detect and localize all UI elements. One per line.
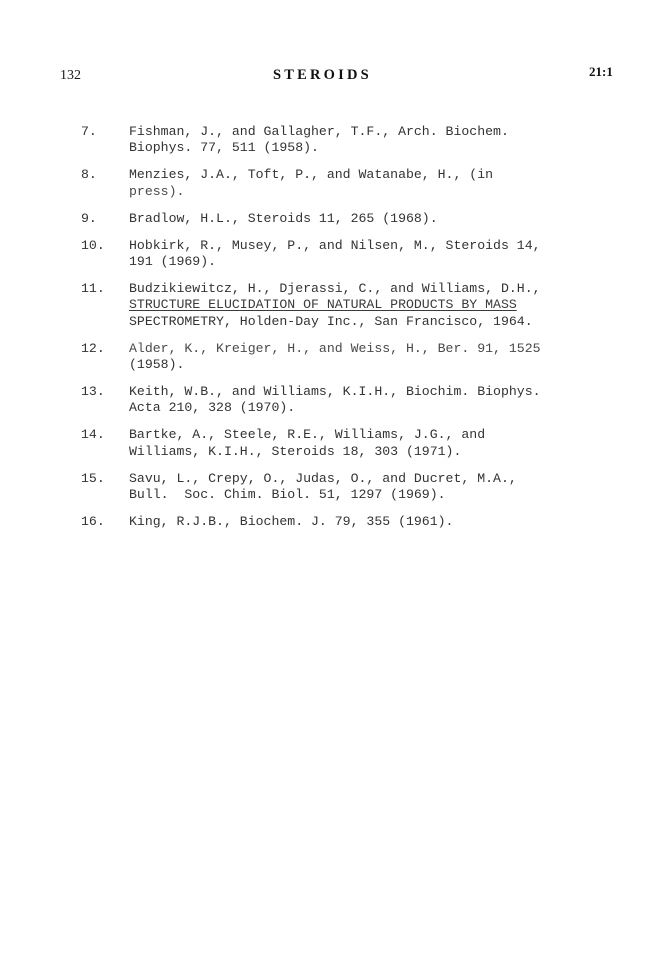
reference-item — [0, 384, 589, 417]
reference-item — [0, 238, 589, 271]
reference-line: Keith, W.B., and Williams, K.I.H., Biochim. Biophys. — [129, 383, 541, 399]
reference-item — [0, 124, 589, 157]
reference-number: 12. — [81, 340, 105, 356]
reference-number: 14. — [81, 427, 105, 443]
reference-item — [0, 427, 589, 460]
reference-item — [0, 341, 589, 374]
reference-line: Hobkirk, R., Musey, P., and Nilsen, M., Steroids 14, — [129, 237, 541, 253]
reference-number: 11. — [81, 280, 105, 296]
reference-item — [0, 211, 589, 227]
reference-line: Savu, L., Crepy, O., Judas, O., and Ducret, M.A., — [129, 470, 517, 486]
reference-line: Williams, K.I.H., Steroids 18, 303 (1971). — [129, 443, 462, 459]
reference-line: Menzies, J.A., Toft, P., and Watanabe, H., (in — [129, 167, 494, 183]
reference-number: 9. — [81, 210, 97, 226]
reference-item — [0, 281, 589, 330]
section-number: 21:1 — [589, 64, 613, 79]
reference-number: 16. — [81, 513, 105, 529]
reference-line: Acta 210, 328 (1970). — [129, 400, 296, 416]
reference-item — [0, 471, 589, 504]
reference-line: Budzikiewitcz, H., Djerassi, C., and Williams, D.H., — [129, 280, 541, 296]
reference-line: King, R.J.B., Biochem. J. 79, 355 (1961). — [129, 513, 454, 529]
reference-line: Biophys. 77, 511 (1958). — [129, 140, 319, 156]
book-title-line: STRUCTURE ELUCIDATION OF NATURAL PRODUCTS BY MASS — [129, 297, 517, 313]
reference-number: 10. — [81, 237, 105, 253]
reference-line: Fishman, J., and Gallagher, T.F., Arch. Biochem. — [129, 124, 509, 139]
reference-item — [0, 514, 589, 530]
reference-number: 8. — [81, 167, 97, 183]
reference-item — [0, 167, 589, 200]
reference-line: SPECTROMETRY, Holden-Day Inc., San Francisco, 1964. — [129, 313, 533, 329]
reference-number: 13. — [81, 383, 105, 399]
reference-line: press). — [129, 183, 185, 199]
reference-line: Alder, K., Kreiger, H., and Weiss, H., Ber. 91, 1525 — [129, 340, 541, 356]
reference-number: 7. — [81, 124, 97, 139]
reference-line: Bartke, A., Steele, R.E., Williams, J.G., and — [129, 427, 486, 443]
running-title: STEROIDS — [273, 67, 372, 83]
reference-line: Bradlow, H.L., Steroids 11, 265 (1968). — [129, 210, 438, 226]
reference-line: 191 (1969). — [129, 253, 217, 269]
page-number: 132 — [60, 68, 81, 83]
reference-line: (1958). — [129, 356, 185, 372]
reference-number: 15. — [81, 470, 105, 486]
reference-line: Bull. Soc. Chim. Biol. 51, 1297 (1969). — [129, 486, 446, 502]
reference-list — [0, 124, 672, 541]
